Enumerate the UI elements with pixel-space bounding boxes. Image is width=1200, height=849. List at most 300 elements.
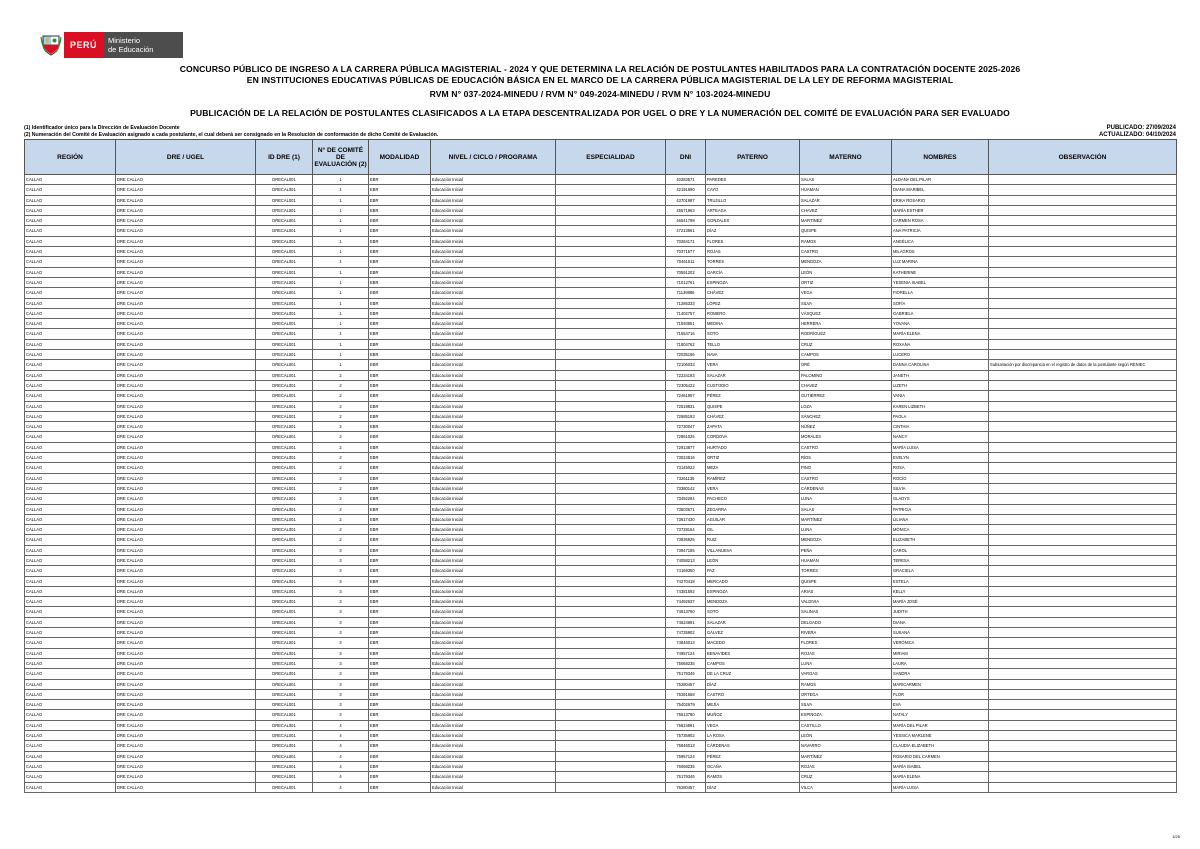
cell-region: CALLAO (25, 494, 116, 504)
cell-modality: EBR (369, 226, 431, 236)
cell-level-cycle-program: Educación Inicial (431, 679, 556, 689)
cell-region: CALLAO (25, 236, 116, 246)
cell-specialty (556, 514, 666, 524)
cell-first-names: KAREN LIZBETH (892, 401, 989, 411)
cell-specialty (556, 720, 666, 730)
cell-region: CALLAO (25, 360, 116, 370)
cell-region: CALLAO (25, 628, 116, 638)
cell-id-dre: DRECAL001 (256, 607, 313, 617)
table-row (25, 545, 1177, 555)
cell-specialty (556, 772, 666, 782)
cell-level-cycle-program: Educación Inicial (431, 453, 556, 463)
cell-dre-ugel: DRE CALLAO (116, 576, 256, 586)
cell-committee-number: 2 (313, 380, 369, 390)
cell-id-dre: DRECAL001 (256, 658, 313, 668)
cell-paternal-surname: DÍAZ (706, 226, 800, 236)
cell-level-cycle-program: Educación Inicial (431, 782, 556, 792)
cell-observation (989, 216, 1177, 226)
cell-modality: EBR (369, 432, 431, 442)
cell-paternal-surname: GIL (706, 525, 800, 535)
cell-observation (989, 391, 1177, 401)
table-row (25, 720, 1177, 730)
cell-committee-number: 2 (313, 504, 369, 514)
cell-id-dre: DRECAL001 (256, 370, 313, 380)
cell-specialty (556, 525, 666, 535)
cell-observation (989, 185, 1177, 195)
cell-id-dre: DRECAL001 (256, 360, 313, 370)
table-row (25, 689, 1177, 699)
cell-first-names: MARÍA LUISA (892, 782, 989, 792)
cell-modality: EBR (369, 422, 431, 432)
table-row (25, 288, 1177, 298)
table-row (25, 586, 1177, 596)
cell-observation (989, 494, 1177, 504)
cell-first-names: DANNA CAROLINA (892, 360, 989, 370)
cell-dni: 70591202 (666, 267, 706, 277)
cell-observation (989, 329, 1177, 339)
cell-maternal-surname: LUNA (800, 658, 892, 668)
cell-first-names: MARÍA ELENA (892, 329, 989, 339)
cell-id-dre: DRECAL001 (256, 586, 313, 596)
cell-modality: EBR (369, 175, 431, 185)
cell-dre-ugel: DRE CALLAO (116, 494, 256, 504)
cell-first-names: VANIA (892, 391, 989, 401)
cell-id-dre: DRECAL001 (256, 329, 313, 339)
cell-first-names: LUZ MARINA (892, 257, 989, 267)
cell-committee-number: 3 (313, 669, 369, 679)
cell-first-names: FLOR (892, 689, 989, 699)
cell-observation (989, 731, 1177, 741)
table-row (25, 257, 1177, 267)
cell-committee-number: 1 (313, 339, 369, 349)
cell-paternal-surname: RAMÍREZ (706, 473, 800, 483)
cell-specialty (556, 432, 666, 442)
cell-specialty (556, 494, 666, 504)
cell-id-dre: DRECAL001 (256, 257, 313, 267)
cell-paternal-surname: HURTADO (706, 442, 800, 452)
cell-dni: 73145022 (666, 463, 706, 473)
coat-of-arms-icon (38, 32, 64, 58)
cell-first-names: SUSANA (892, 628, 989, 638)
cell-dni: 72913877 (666, 442, 706, 452)
cell-id-dre: DRECAL001 (256, 741, 313, 751)
cell-modality: EBR (369, 205, 431, 215)
cell-observation (989, 175, 1177, 185)
cell-level-cycle-program: Educación Inicial (431, 205, 556, 215)
cell-first-names: PATRICIA (892, 504, 989, 514)
cell-modality: EBR (369, 195, 431, 205)
cell-region: CALLAO (25, 731, 116, 741)
table-row (25, 453, 1177, 463)
cell-committee-number: 2 (313, 525, 369, 535)
cell-maternal-surname: LOZA (800, 401, 892, 411)
cell-level-cycle-program: Educación Inicial (431, 566, 556, 576)
cell-dni: 72861025 (666, 432, 706, 442)
cell-dni: 73836925 (666, 535, 706, 545)
cell-maternal-surname: VALDIVIA (800, 597, 892, 607)
cell-paternal-surname: CORDOVA (706, 432, 800, 442)
cell-maternal-surname: QUISPE (800, 576, 892, 586)
table-row (25, 772, 1177, 782)
cell-committee-number: 1 (313, 257, 369, 267)
cell-level-cycle-program: Educación Inicial (431, 195, 556, 205)
cell-first-names: LIZETH (892, 380, 989, 390)
cell-paternal-surname: ESPINOZA (706, 586, 800, 596)
cell-observation (989, 267, 1177, 277)
table-row (25, 205, 1177, 215)
cell-committee-number: 4 (313, 720, 369, 730)
cell-committee-number: 2 (313, 473, 369, 483)
cell-maternal-surname: MARTINEZ (800, 216, 892, 226)
cell-paternal-surname: SALAZAR (706, 617, 800, 627)
cell-committee-number: 2 (313, 514, 369, 524)
table-row (25, 731, 1177, 741)
cell-modality: EBR (369, 288, 431, 298)
cell-paternal-surname: TRUJILLO (706, 195, 800, 205)
cell-modality: EBR (369, 442, 431, 452)
cell-region: CALLAO (25, 308, 116, 318)
table-row (25, 751, 1177, 761)
cell-committee-number: 3 (313, 638, 369, 648)
cell-level-cycle-program: Educación Inicial (431, 576, 556, 586)
cell-level-cycle-program: Educación Inicial (431, 329, 556, 339)
cell-observation (989, 638, 1177, 648)
cell-observation (989, 298, 1177, 308)
cell-paternal-surname: MACEDO (706, 638, 800, 648)
cell-specialty (556, 545, 666, 555)
cell-committee-number: 3 (313, 545, 369, 555)
cell-paternal-surname: PAREDES (706, 175, 800, 185)
cell-paternal-surname: CHÁVEZ (706, 288, 800, 298)
cell-region: CALLAO (25, 288, 116, 298)
cell-paternal-surname: ZEGARRA (706, 504, 800, 514)
cell-level-cycle-program: Educación Inicial (431, 247, 556, 257)
cell-region: CALLAO (25, 535, 116, 545)
cell-dni: 75391568 (666, 689, 706, 699)
cell-maternal-surname: SALAZAR (800, 195, 892, 205)
cell-region: CALLAO (25, 195, 116, 205)
cell-level-cycle-program: Educación Inicial (431, 432, 556, 442)
cell-maternal-surname: SILVA (800, 298, 892, 308)
cell-region: CALLAO (25, 525, 116, 535)
cell-maternal-surname: ORTEGA (800, 689, 892, 699)
cell-id-dre: DRECAL001 (256, 504, 313, 514)
cell-observation (989, 308, 1177, 318)
cell-first-names: SILVIA (892, 483, 989, 493)
cell-dni: 74058213 (666, 555, 706, 565)
cell-first-names: GRACIELA (892, 566, 989, 576)
cell-modality: EBR (369, 257, 431, 267)
cell-id-dre: DRECAL001 (256, 175, 313, 185)
cell-maternal-surname: CRUZ (800, 339, 892, 349)
cell-specialty (556, 370, 666, 380)
cell-observation (989, 576, 1177, 586)
cell-specialty (556, 648, 666, 658)
cell-id-dre: DRECAL001 (256, 288, 313, 298)
cell-paternal-surname: MEZA (706, 463, 800, 473)
cell-region: CALLAO (25, 545, 116, 555)
cell-id-dre: DRECAL001 (256, 226, 313, 236)
table-row (25, 494, 1177, 504)
cell-dni: 73261135 (666, 473, 706, 483)
cell-first-names: FIORELLA (892, 288, 989, 298)
cell-first-names: MARÍA DEL PILAR (892, 720, 989, 730)
column-header-maternal-surname: MATERNO (800, 140, 892, 175)
cell-modality: EBR (369, 350, 431, 360)
cell-specialty (556, 175, 666, 185)
cell-level-cycle-program: Educación Inicial (431, 319, 556, 329)
cell-specialty (556, 566, 666, 576)
table-row (25, 370, 1177, 380)
cell-paternal-surname: AGUILAR (706, 514, 800, 524)
cell-level-cycle-program: Educación Inicial (431, 288, 556, 298)
cell-level-cycle-program: Educación Inicial (431, 370, 556, 380)
cell-paternal-surname: GONZALES (706, 216, 800, 226)
cell-level-cycle-program: Educación Inicial (431, 761, 556, 771)
cell-paternal-surname: MERCADO (706, 576, 800, 586)
cell-dni: 74624891 (666, 617, 706, 627)
cell-modality: EBR (369, 535, 431, 545)
cell-level-cycle-program: Educación Inicial (431, 617, 556, 627)
cell-observation (989, 288, 1177, 298)
cell-committee-number: 3 (313, 710, 369, 720)
cell-level-cycle-program: Educación Inicial (431, 298, 556, 308)
cell-paternal-surname: PAZ (706, 566, 800, 576)
cell-level-cycle-program: Educación Inicial (431, 308, 556, 318)
cell-committee-number: 1 (313, 247, 369, 257)
cell-first-names: ROSA (892, 463, 989, 473)
cell-maternal-surname: ORTIZ (800, 277, 892, 287)
cell-observation (989, 782, 1177, 792)
cell-dre-ugel: DRE CALLAO (116, 175, 256, 185)
cell-maternal-surname: CÁRDENAS (800, 483, 892, 493)
cell-maternal-surname: DELGADO (800, 617, 892, 627)
cell-dre-ugel: DRE CALLAO (116, 370, 256, 380)
cell-id-dre: DRECAL001 (256, 205, 313, 215)
cell-region: CALLAO (25, 339, 116, 349)
cell-dre-ugel: DRE CALLAO (116, 751, 256, 761)
cell-level-cycle-program: Educación Inicial (431, 597, 556, 607)
cell-paternal-surname: MEJÍA (706, 700, 800, 710)
cell-dre-ugel: DRE CALLAO (116, 257, 256, 267)
cell-committee-number: 1 (313, 195, 369, 205)
table-row (25, 380, 1177, 390)
cell-region: CALLAO (25, 185, 116, 195)
cell-id-dre: DRECAL001 (256, 772, 313, 782)
cell-paternal-surname: OCAÑA (706, 761, 800, 771)
cell-maternal-surname: PINO (800, 463, 892, 473)
cell-first-names: GLADYS (892, 494, 989, 504)
table-body (25, 175, 1177, 793)
cell-specialty (556, 607, 666, 617)
cell-dni: 72461957 (666, 391, 706, 401)
cell-paternal-surname: ESPINOZA (706, 277, 800, 287)
table-row (25, 308, 1177, 318)
cell-observation (989, 277, 1177, 287)
logo-ministry-line2: de Educación (108, 45, 154, 54)
cell-modality: EBR (369, 401, 431, 411)
logo-ministry-line1: Ministerio (108, 36, 141, 45)
cell-committee-number: 2 (313, 535, 369, 545)
cell-dni: 76280457 (666, 782, 706, 792)
cell-dre-ugel: DRE CALLAO (116, 329, 256, 339)
cell-dni: 42191690 (666, 185, 706, 195)
cell-specialty (556, 463, 666, 473)
cell-modality: EBR (369, 494, 431, 504)
cell-dre-ugel: DRE CALLAO (116, 782, 256, 792)
cell-dre-ugel: DRE CALLAO (116, 267, 256, 277)
cell-observation (989, 453, 1177, 463)
cell-dni: 72035196 (666, 350, 706, 360)
cell-observation (989, 380, 1177, 390)
cell-dre-ugel: DRE CALLAO (116, 401, 256, 411)
cell-committee-number: 1 (313, 205, 369, 215)
cell-level-cycle-program: Educación Inicial (431, 545, 556, 555)
updated-date: ACTUALIZADO: 04/10/2024 (1098, 131, 1176, 138)
cell-first-names: NANCY (892, 432, 989, 442)
cell-observation (989, 350, 1177, 360)
cell-level-cycle-program: Educación Inicial (431, 360, 556, 370)
cell-dre-ugel: DRE CALLAO (116, 597, 256, 607)
cell-first-names: KATHERINE (892, 267, 989, 277)
cell-observation (989, 411, 1177, 421)
cell-modality: EBR (369, 411, 431, 421)
cell-paternal-surname: PÉREZ (706, 391, 800, 401)
cell-observation (989, 679, 1177, 689)
cell-maternal-surname: ARIAS (800, 586, 892, 596)
cell-maternal-surname: SALAS (800, 504, 892, 514)
cell-specialty (556, 308, 666, 318)
cell-modality: EBR (369, 761, 431, 771)
cell-committee-number: 3 (313, 628, 369, 638)
cell-paternal-surname: GÁLVEZ (706, 628, 800, 638)
cell-modality: EBR (369, 669, 431, 679)
table-row (25, 463, 1177, 473)
table-row (25, 679, 1177, 689)
cell-specialty (556, 504, 666, 514)
cell-paternal-surname: PÉREZ (706, 751, 800, 761)
cell-maternal-surname: LEÓN (800, 731, 892, 741)
cell-dre-ugel: DRE CALLAO (116, 545, 256, 555)
cell-id-dre: DRECAL001 (256, 236, 313, 246)
cell-specialty (556, 710, 666, 720)
cell-paternal-surname: LÓPEZ (706, 298, 800, 308)
table-row (25, 576, 1177, 586)
cell-dni: 75957124 (666, 751, 706, 761)
title-resolutions: RVM N° 037-2024-MINEDU / RVM N° 049-2024-MINEDU / RVM N° 103-2024-MINEDU (429, 89, 771, 99)
table-row (25, 483, 1177, 493)
cell-paternal-surname: DE LA CRUZ (706, 669, 800, 679)
cell-first-names: CINTHIA (892, 422, 989, 432)
cell-level-cycle-program: Educación Inicial (431, 689, 556, 699)
cell-specialty (556, 422, 666, 432)
cell-dre-ugel: DRE CALLAO (116, 422, 256, 432)
cell-paternal-surname: SOTO (706, 329, 800, 339)
cell-id-dre: DRECAL001 (256, 339, 313, 349)
cell-paternal-surname: BENAVIDES (706, 648, 800, 658)
cell-first-names: ROCÍO (892, 473, 989, 483)
cell-dni: 75735902 (666, 731, 706, 741)
cell-specialty (556, 401, 666, 411)
cell-committee-number: 1 (313, 288, 369, 298)
cell-id-dre: DRECAL001 (256, 453, 313, 463)
cell-dni: 73492284 (666, 494, 706, 504)
cell-paternal-surname: CAYO (706, 185, 800, 195)
cell-specialty (556, 669, 666, 679)
cell-dni: 73503671 (666, 504, 706, 514)
cell-committee-number: 3 (313, 648, 369, 658)
cell-modality: EBR (369, 298, 431, 308)
cell-id-dre: DRECAL001 (256, 473, 313, 483)
cell-observation (989, 257, 1177, 267)
cell-committee-number: 2 (313, 370, 369, 380)
cell-level-cycle-program: Educación Inicial (431, 720, 556, 730)
cell-first-names: MILAGROS (892, 247, 989, 257)
published-date: PUBLICADO: 27/09/2024 (1106, 125, 1176, 131)
cell-dre-ugel: DRE CALLAO (116, 514, 256, 524)
cell-modality: EBR (369, 731, 431, 741)
cell-region: CALLAO (25, 617, 116, 627)
cell-committee-number: 2 (313, 432, 369, 442)
cell-dre-ugel: DRE CALLAO (116, 658, 256, 668)
cell-level-cycle-program: Educación Inicial (431, 525, 556, 535)
cell-paternal-surname: CHÁVEZ (706, 411, 800, 421)
cell-dni: 74270418 (666, 576, 706, 586)
cell-first-names: YESENIA ISABEL (892, 277, 989, 287)
cell-committee-number: 1 (313, 360, 369, 370)
cell-dni: 72234193 (666, 370, 706, 380)
cell-first-names: CARMEN ROSA (892, 216, 989, 226)
cell-level-cycle-program: Educación Inicial (431, 555, 556, 565)
cell-specialty (556, 576, 666, 586)
cell-dni: 75068235 (666, 658, 706, 668)
cell-level-cycle-program: Educación Inicial (431, 731, 556, 741)
cell-dni: 74381592 (666, 586, 706, 596)
cell-modality: EBR (369, 308, 431, 318)
cell-committee-number: 2 (313, 411, 369, 421)
cell-region: CALLAO (25, 782, 116, 792)
cell-paternal-surname: NAVA (706, 350, 800, 360)
cell-observation (989, 566, 1177, 576)
cell-modality: EBR (369, 339, 431, 349)
table-row (25, 267, 1177, 277)
cell-dni: 71654716 (666, 329, 706, 339)
cell-maternal-surname: PALOMINO (800, 370, 892, 380)
cell-maternal-surname: CHAVEZ (800, 205, 892, 215)
cell-first-names: DIANA MARIBEL (892, 185, 989, 195)
cell-region: CALLAO (25, 422, 116, 432)
cell-level-cycle-program: Educación Inicial (431, 483, 556, 493)
cell-paternal-surname: RAMOS (706, 772, 800, 782)
cell-region: CALLAO (25, 658, 116, 668)
cell-first-names: SOFÍA (892, 298, 989, 308)
cell-modality: EBR (369, 483, 431, 493)
cell-dre-ugel: DRE CALLAO (116, 288, 256, 298)
cell-region: CALLAO (25, 298, 116, 308)
cell-committee-number: 1 (313, 329, 369, 339)
cell-modality: EBR (369, 514, 431, 524)
cell-dre-ugel: DRE CALLAO (116, 525, 256, 535)
cell-first-names: YOVANA (892, 319, 989, 329)
cell-id-dre: DRECAL001 (256, 391, 313, 401)
cell-dre-ugel: DRE CALLAO (116, 226, 256, 236)
cell-region: CALLAO (25, 380, 116, 390)
cell-observation (989, 720, 1177, 730)
cell-dre-ugel: DRE CALLAO (116, 628, 256, 638)
cell-level-cycle-program: Educación Inicial (431, 607, 556, 617)
cell-paternal-surname: MENDOZA (706, 597, 800, 607)
page-number: 1/25 (1172, 834, 1180, 839)
